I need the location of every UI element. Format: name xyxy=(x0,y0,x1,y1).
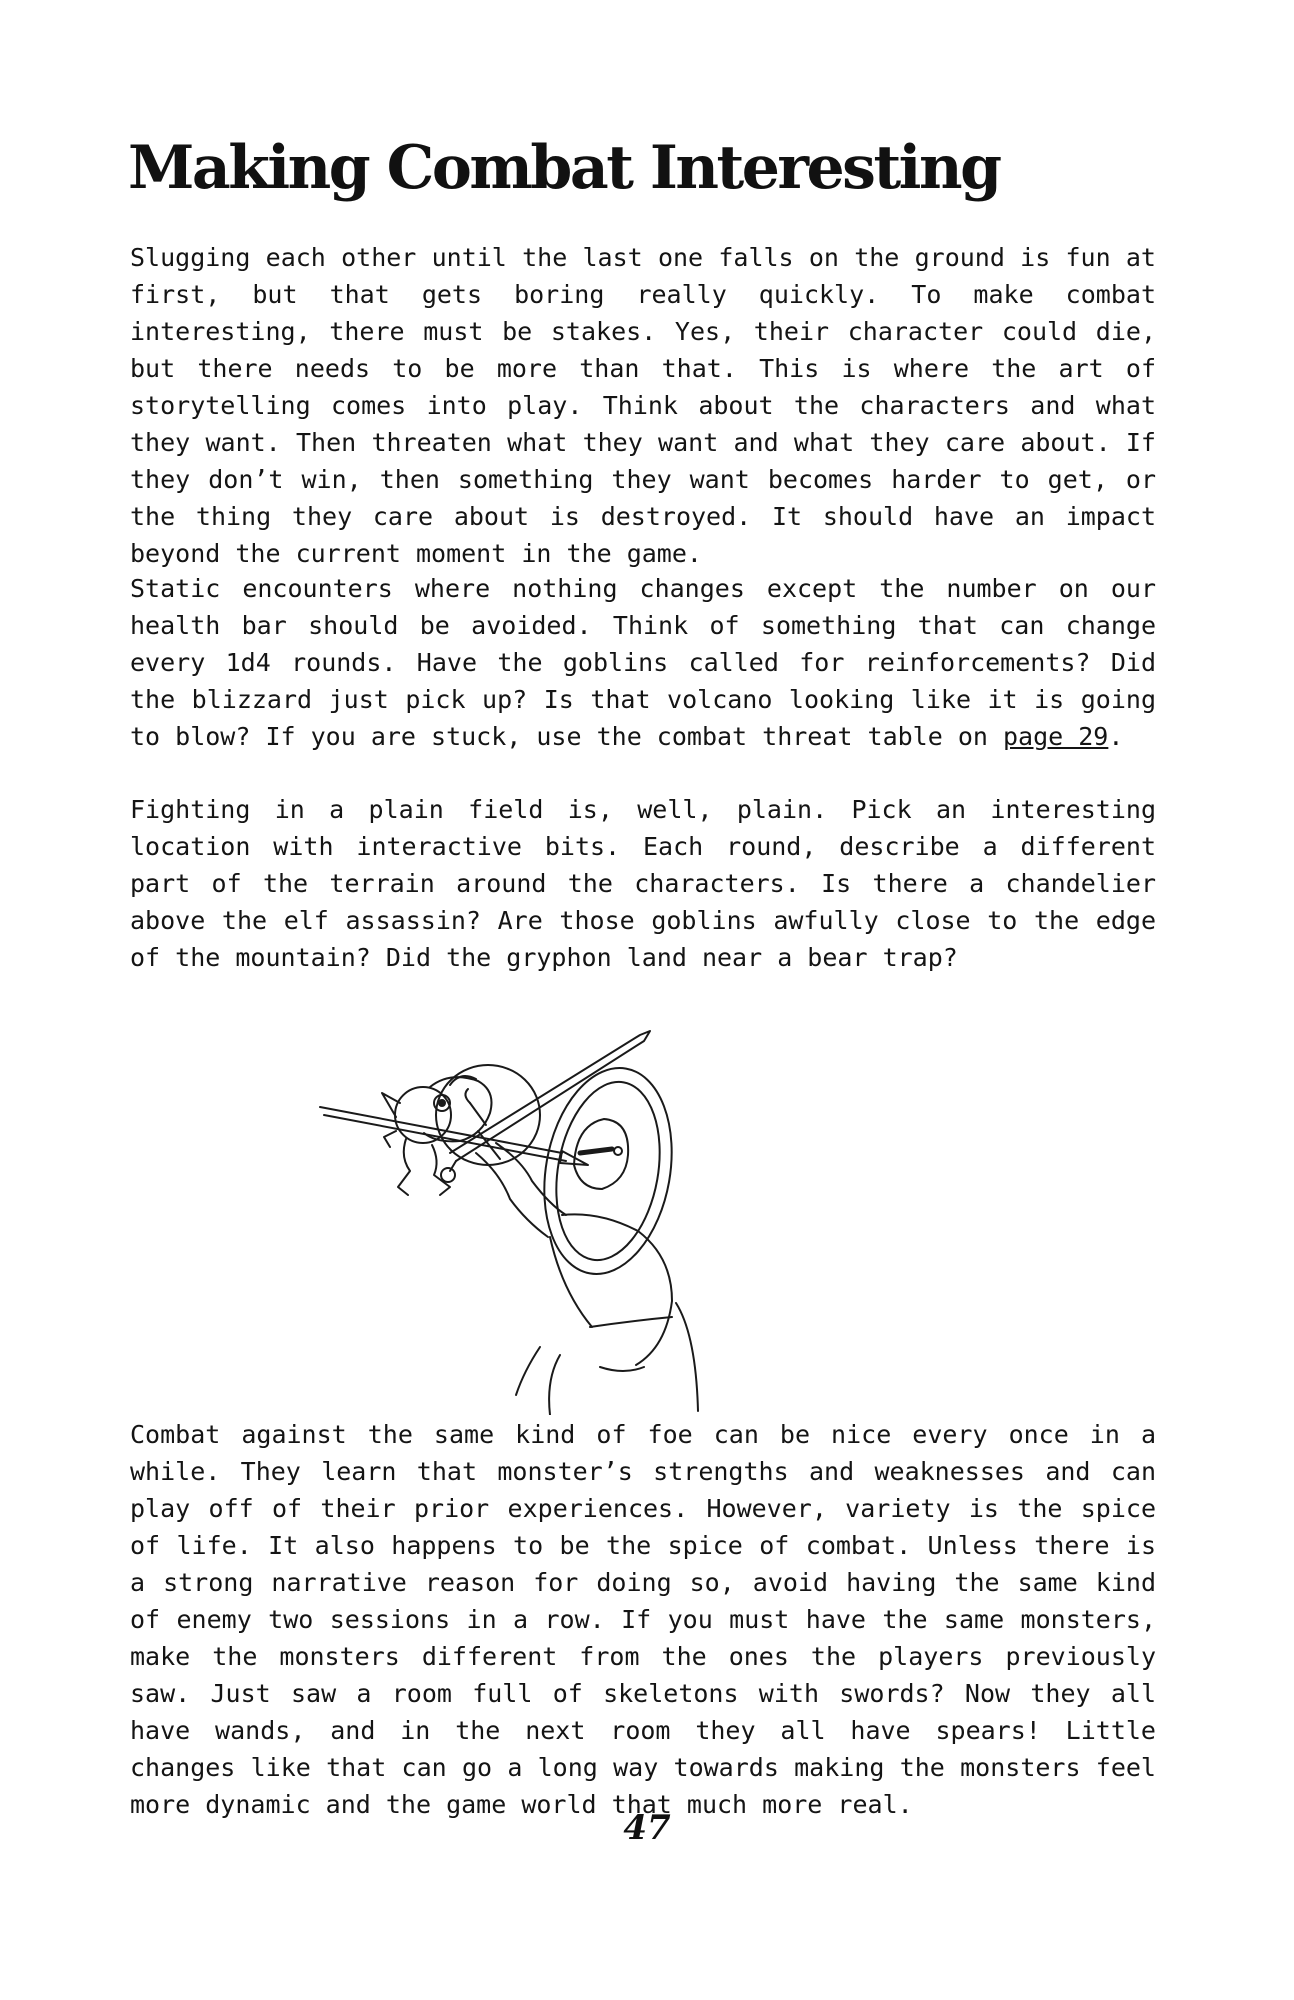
paragraph-static-encounters xyxy=(130,570,1156,755)
paragraph-text-end: . xyxy=(1108,722,1124,751)
knight-figure xyxy=(476,1058,698,1415)
page-number: 47 xyxy=(623,1808,671,1848)
page-title: Making Combat Interesting xyxy=(128,133,1000,203)
paragraph-text: Static encounters where nothing changes except the number on our health bar should be avoided. Think of something that can change every 1d4 rounds. Have the goblins called for reinforcements? Did the blizzard just pick up? Is that volcano looking like it is going to blow? If you are stuck, use the combat threat table on xyxy=(130,574,1156,751)
sword xyxy=(441,1031,650,1182)
paragraph-stakes: Slugging each other until the last one falls on the ground is fun at first, but that gets boring really quickly. To make combat interesting, there must be stakes. Yes, their character could die, but there needs to be more than that. This is where the art of storytelling comes into play. Think about the characters and what they want. Then threaten what they want and what they care about. If they don’t win, then something they want becomes harder to get, or the thing they care about is destroyed. It should have an impact beyond the current moment in the game. xyxy=(130,243,1156,568)
combat-illustration xyxy=(300,975,940,1415)
page-link[interactable]: page 29 xyxy=(1002,722,1109,751)
paragraph-variety: Combat against the same kind of foe can be nice every once in a while. They learn that monster’s strengths and weaknesses and can play off of their prior experiences. However, variety is the spice of life. It also happens to be the spice of combat. Unless there is a strong narrative reason for doing so, avoid having the same kind of enemy two sessions in a row. If you must have the same monsters, make the monsters different from the ones the players previously saw. Just saw a room full of skeletons with swords? Now they all have wands, and in the next room they all have spears! Little changes like that can go a long way towards making the monsters feel more dynamic and the game world that much more real. xyxy=(130,1420,1156,1819)
paragraph-location: Fighting in a plain field is, well, plain. Pick an interesting location with interactive bits. Each round, describe a different part of the terrain around the characters. Is there a chandelier above the elf assassin? Are those goblins awfully close to the edge of the mountain? Did the gryphon land near a bear trap? xyxy=(130,795,1156,972)
